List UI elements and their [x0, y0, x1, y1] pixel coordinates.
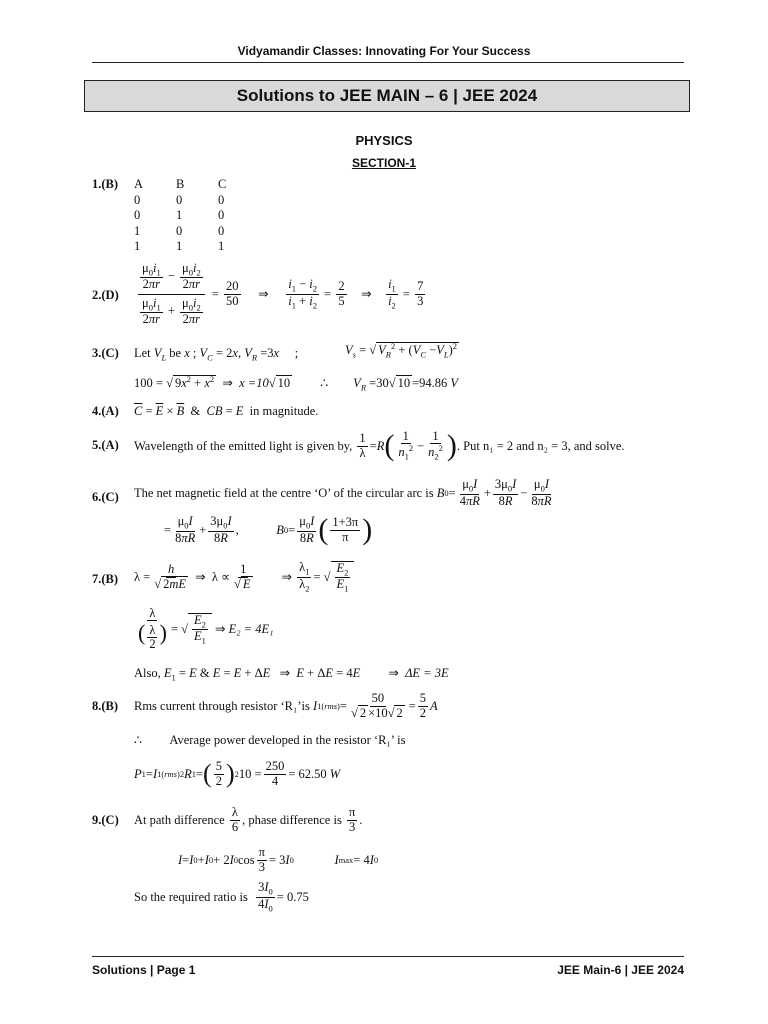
q6-text-before: The net magnetic field at the centre ‘O’ of the circular arc is — [134, 485, 434, 500]
page-title: Solutions to JEE MAIN – 6 | JEE 2024 — [236, 86, 538, 105]
q7-line3: Also, $E_1 = E$ & E = E + ΔE ⇒ E + ΔE = 4E ⇒ ΔE = 3E — [134, 666, 449, 683]
table-cell: 1 — [176, 208, 183, 222]
subject-heading: PHYSICS — [355, 133, 413, 148]
header-rule — [92, 62, 684, 63]
q3-let: Let — [134, 346, 151, 360]
q2-r2-num: 7 — [417, 279, 424, 294]
q3-vr-value: =30 — [369, 376, 389, 391]
q5-text-before: Wavelength of the emitted light is given by, — [134, 438, 353, 453]
q7-also: Also, — [134, 666, 161, 680]
q3-vr-final: =94.86 — [412, 376, 448, 391]
q2-r1-num: 2 — [338, 279, 345, 294]
q7-line2: λ ( $\frac{\lambda}{2}$ ) = √ $\frac{E_2}{E_1}$ ⇒ E₂ = 4E₁ — [138, 606, 274, 651]
q9-ratio-text: So the required ratio is — [134, 889, 248, 904]
footer-right: JEE Main-6 | JEE 2024 — [557, 963, 684, 977]
q2-equation: $\frac{\mu_0i_1}{2\pi r}$ − $\frac{\mu_0i_2}{2\pi r}$ $\frac{\mu_0i_1}{2\pi r}$ + $\frac{\mu_0i_2}{2\pi r}$ = $\frac{20}{50}$ ⇒ $\frac{i_1 - i_2}{i_1 + i_2}$ = $\frac{2}{5}$ ⇒ $\frac{i_1}{i_2}$ = $\frac{7}{3}$ — [134, 262, 427, 326]
title-banner — [84, 80, 690, 112]
q8-therefore: ∴ — [134, 733, 142, 747]
q8-line1: Rms current through resistor ‘R₁’is I 1(rms) = $\frac{50}{√ 2 \times 10√ 2}$ = $\frac{5}{2}$ A — [134, 691, 438, 720]
q3-vr-root: 10 — [397, 376, 411, 391]
table-header-row — [134, 177, 260, 193]
q2-label: 2.(D) — [92, 288, 119, 302]
q2-r2-den: 3 — [417, 293, 424, 308]
table-header: B — [176, 177, 185, 191]
q8-text2: Average power developed in the resistor ‘R₁’ is — [169, 733, 406, 747]
q6-label: 6.(C) — [92, 490, 119, 504]
table-header: A — [134, 177, 144, 191]
table-cell: 0 — [218, 223, 225, 238]
table-row — [134, 193, 260, 209]
q1-label: 1.(B) — [92, 177, 119, 191]
q8-text1: Rms current through resistor ‘R₁’is — [134, 698, 310, 713]
q3-label: 3.(C) — [92, 346, 119, 360]
table-cell: 0 — [218, 192, 225, 207]
q8-line2 — [134, 732, 406, 748]
q8-num: 50 — [371, 691, 385, 706]
q8-label: 8.(B) — [92, 699, 119, 713]
q3-be: be — [169, 346, 182, 360]
table-cell: 0 — [176, 192, 183, 207]
q5-line: Wavelength of the emitted light is given by, $\frac{1}{\lambda}$ = R ( $\frac{1}{n_1^2}$ − $\frac{1}{n_2^2}$ ) . Put n₁ = 2 and n₂ = 3, and solve. — [134, 429, 625, 462]
page-header: Vidyamandir Classes: Innovating For Your Success — [237, 44, 531, 58]
q4-line: $\overline{C} = \overline{E} \times \overline{B}$ & CB = E in magnitude. — [134, 404, 319, 418]
q9-line1: At path difference $\frac{\lambda}{6}$ , phase difference is $\frac{\pi}{3}$ . — [134, 805, 363, 834]
q9-label: 9.(C) — [92, 813, 119, 827]
table-cell: 1 — [176, 239, 183, 253]
q5-text-after: . Put n₁ = 2 and n₂ = 3, and solve. — [456, 438, 625, 453]
q6-line1: The net magnetic field at the centre ‘O’ of the circular arc is B 0 = $\frac{\mu_0I}{4\pi R}$ + $\frac{3\mu_0I}{8R}$ − $\frac{\mu_0I}{8\pi R}$ — [134, 477, 552, 508]
table-cell: 0 — [134, 208, 141, 222]
section-heading — [0, 156, 768, 170]
table-cell: 0 — [218, 208, 225, 222]
q8-unit: W — [329, 766, 341, 781]
q7-line1: λ = $\frac{h}{√ 2mE}$ ⇒ λ ∝ $\frac{1}{√ E}$ ⇒ $\frac{\lambda_1}{\lambda_2}$ = √ $\frac{E_2}{E_1}$ — [134, 556, 354, 598]
q2-den: 50 — [226, 293, 239, 308]
table-cell: 0 — [176, 223, 183, 238]
q6-line2: = $\frac{\mu_0I}{8\pi R}$ + $\frac{3\mu_0I}{8R}$ , B 0 = $\frac{\mu_0I}{8R}$ ( $\frac{1+3\pi}{\pi}$ ) — [164, 513, 373, 546]
table-cell: 1 — [218, 239, 225, 253]
q3-line1: Let $V_L$ be x ; $V_C = 2x$, $V_R =3x$ ; — [134, 346, 299, 363]
table-cell: 1 — [134, 223, 141, 238]
q5-label: 5.(A) — [92, 438, 119, 452]
q3-therefore: ∴ — [320, 376, 329, 391]
q9-line2: I = I 0 + I 0 + 2 I 0 cos $\frac{\pi}{3}$ = 3 I 0 I max = 4 I 0 — [178, 845, 379, 874]
footer-left: Solutions | Page 1 — [92, 963, 196, 977]
q3-result1-root: 10 — [277, 376, 291, 391]
q8-value: = 62.50 — [288, 766, 327, 781]
table-header: C — [218, 177, 227, 191]
table-cell: 1 — [134, 239, 141, 253]
q2-big-fraction: $\frac{\mu_0i_1}{2\pi r}$ − $\frac{\mu_0i_2}{2\pi r}$ $\frac{\mu_0i_1}{2\pi r}$ + $\frac{\mu_0i_2}{2\pi r}$ — [136, 262, 207, 326]
q4-label: 4.(A) — [92, 404, 119, 418]
table-cell: 0 — [134, 192, 141, 207]
q2-num: 20 — [226, 279, 239, 294]
footer-rule — [92, 956, 684, 957]
q7-result: E₂ = 4E₁ — [228, 621, 274, 636]
table-row — [134, 208, 260, 224]
q8-line3: P 1 = I 1(rms) 2 R 1 = ( $\frac{5}{2}$ ) 2 10 = $\frac{250}{4}$ = 62.50 W — [134, 759, 341, 788]
q2-r1-den: 5 — [338, 293, 345, 308]
q3-vs-formula: $V_s$ = √ $V_R^2 + (V_C -V_L)^2$ — [345, 341, 457, 360]
q3-lhs: 100 = — [134, 376, 163, 391]
q3-line2: 100 = √ $9x^2 + x^2$ ⇒ x =10√ 10 ∴ $V_R =30√$ 10 =94.86 V — [134, 374, 459, 393]
q9-line3: So the required ratio is $\frac{3I_0}{4I_0}$ = 0.75 — [134, 880, 309, 913]
table-row — [134, 239, 260, 255]
q3-result1: x =10 — [239, 376, 269, 391]
q4-text: in magnitude. — [249, 404, 319, 418]
q9-ratio-value: = 0.75 — [276, 889, 309, 904]
section-label: SECTION-1 — [351, 156, 416, 170]
table-row — [134, 224, 260, 240]
truth-table — [134, 177, 260, 255]
q3-unit: V — [450, 376, 459, 391]
q9-text2: , phase difference is — [242, 812, 342, 827]
q7-label: 7.(B) — [92, 572, 119, 586]
q9-text1: At path difference — [134, 812, 225, 827]
q7-final: ΔE = 3E — [405, 666, 449, 680]
